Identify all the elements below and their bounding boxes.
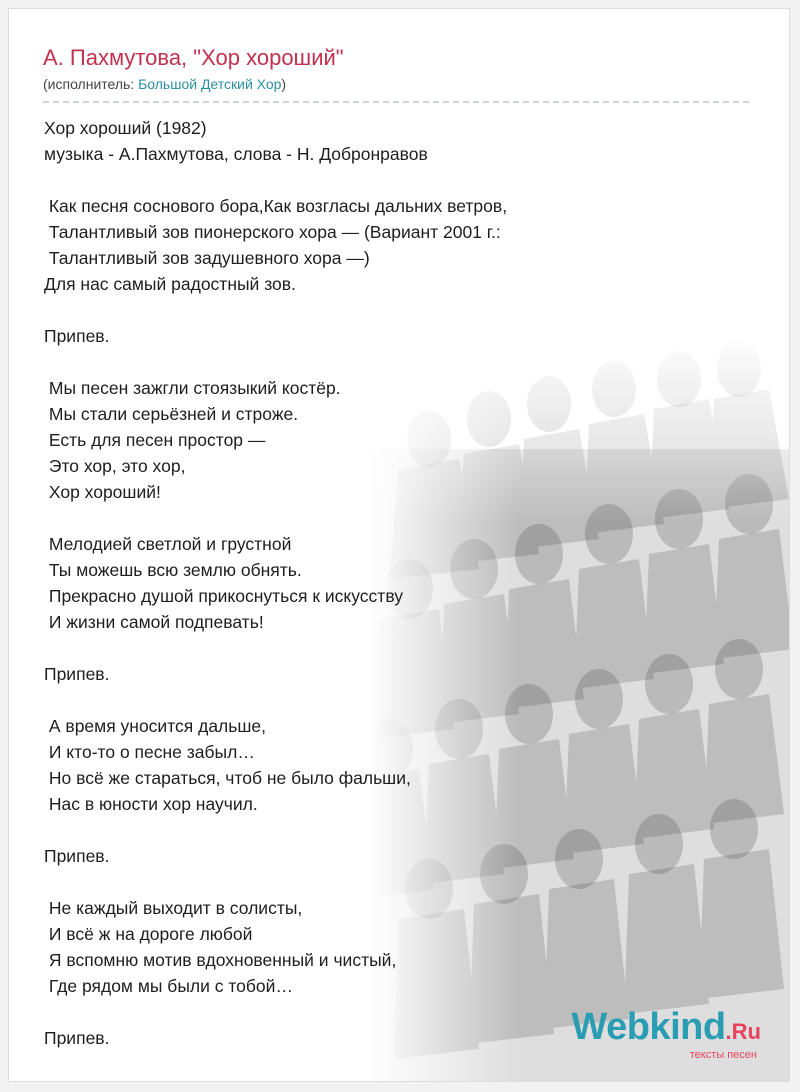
lyrics-line: Припев.: [44, 1028, 110, 1048]
performer-prefix: (исполнитель:: [43, 76, 139, 92]
lyrics-line: Талантливый зов пионерского хора — (Вариант 2001 г.:: [44, 222, 501, 242]
lyrics-line: Это хор, это хор,: [44, 456, 186, 476]
lyrics-line: Мелодией светлой и грустной: [44, 534, 292, 554]
lyrics-line: Мы стали серьёзней и строже.: [44, 404, 299, 424]
lyrics-line: Мы песен зажгли стоязыкий костёр.: [44, 378, 341, 398]
lyrics-blank-line: [44, 687, 507, 713]
logo-tld: .Ru: [725, 1019, 761, 1044]
logo-wordmark: [571, 1008, 761, 1051]
lyrics-line: Хор хороший (1982): [44, 118, 207, 138]
song-header: [43, 45, 749, 93]
lyrics-blank-line: [44, 505, 507, 531]
lyrics-blank-line: [44, 297, 507, 323]
lyrics-line: Нас в юности хор научил.: [44, 794, 258, 814]
lyrics-line: Прекрасно душой прикоснуться к искусству: [44, 586, 403, 606]
performer-line: [43, 75, 749, 93]
performer-link[interactable]: Большой Детский Хор: [138, 76, 282, 92]
lyrics-line: Где рядом мы были с тобой…: [44, 976, 293, 996]
lyrics-text: [44, 115, 507, 1051]
lyrics-line: Ты можешь всю землю обнять.: [44, 560, 302, 580]
lyrics-line: Припев.: [44, 326, 110, 346]
lyrics-line: Хор хороший!: [44, 482, 161, 502]
song-title: А. Пахмутова, "Хор хороший": [43, 45, 344, 70]
lyrics-line: Но всё же стараться, чтоб не было фальши,: [44, 768, 411, 788]
performer-suffix: ): [281, 76, 287, 92]
lyrics-line: Есть для песен простор —: [44, 430, 266, 450]
lyrics-line: А время уносится дальше,: [44, 716, 267, 736]
lyrics-line: Припев.: [44, 664, 110, 684]
lyrics-line: Не каждый выходит в солисты,: [44, 898, 303, 918]
logo-main-text: Webkind: [571, 1006, 726, 1048]
lyrics-blank-line: [44, 635, 507, 661]
lyrics-line: И всё ж на дороге любой: [44, 924, 253, 944]
logo-tagline: тексты песен: [689, 1049, 757, 1061]
lyrics-line: И кто-то о песне забыл…: [44, 742, 255, 762]
lyrics-line: Я вспомню мотив вдохновенный и чистый,: [44, 950, 397, 970]
lyrics-line: Для нас самый радостный зов.: [44, 274, 296, 294]
lyrics-blank-line: [44, 167, 507, 193]
site-logo[interactable]: [571, 1008, 761, 1061]
lyrics-blank-line: [44, 349, 507, 375]
lyrics-blank-line: [44, 869, 507, 895]
lyrics-line: Припев.: [44, 846, 110, 866]
lyrics-line: Как песня соснового бора,Как возгласы дальних ветров,: [44, 196, 508, 216]
lyrics-card: [8, 8, 790, 1082]
lyrics-blank-line: [44, 817, 507, 843]
lyrics-line: музыка - А.Пахмутова, слова - Н. Добронравов: [44, 144, 428, 164]
lyrics-line: Талантливый зов задушевного хора —): [44, 248, 370, 268]
dashed-divider: [43, 101, 749, 103]
lyrics-line: И жизни самой подпевать!: [44, 612, 264, 632]
lyrics-blank-line: [44, 999, 507, 1025]
